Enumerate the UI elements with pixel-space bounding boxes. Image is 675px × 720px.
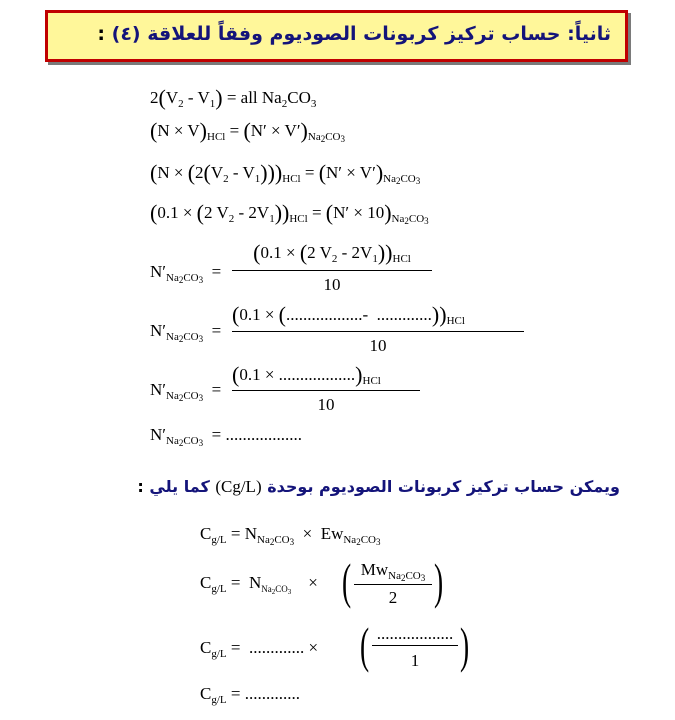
cgl-row-1: $C_{g/L} = N_{Na2CO3} \times Ew_{Na2CO3}$ [200,524,381,547]
cgl-row-3-bar [372,645,458,646]
equation-line-8: $N'_{Na2CO3}$ = .................. [150,425,302,448]
fraction-2-numerator: (0.1 × (..................- $.............))_{HCl}$ [232,302,465,327]
fraction-2-bar [232,331,524,332]
banner-title-text: ثانياً: حساب تركيز كربونات الصوديوم وفقاً للعلاقة [147,23,611,45]
fraction-3-numerator: $(0.1 \times ..................)_{HCl}$ [232,362,381,387]
cgl-heading [137,477,620,497]
fraction-2-lhs: $N'_{Na2CO3}$ = [150,321,222,344]
cgl-heading-after: كما يلي [149,477,210,496]
fraction-3-bar [232,390,420,391]
cgl-row-2-denominator: 2 [388,588,398,607]
banner-colon: : [97,23,105,45]
cgl-row-2-numerator: $Mw_{Na2CO3}$ [360,560,426,583]
fraction-1-denominator: 10 [323,275,341,294]
banner-title [97,23,611,45]
cgl-row-3-numerator: .................. [376,624,454,643]
fraction-1-bar [232,270,432,271]
cgl-row-2-lhs: $C_{g/L} = N_{Na_2CO_3}$ × [200,573,318,596]
cgl-row-2-left-paren: ( [342,553,352,609]
equation-line-4: (0.1 × (2 $V_2 - 2V_1))_{HCl} = (N' \times 10)_{Na2CO3}$ [150,200,429,226]
fraction-3-lhs: $N'_{Na2CO3}$ = [150,380,222,403]
cgl-heading-colon: : [137,477,144,496]
cgl-row-3-left-paren: ( [360,617,370,673]
cgl-row-4-rhs: = ............. [230,684,300,703]
section-banner [45,10,628,62]
equation-line-1: $2(V_2 - V_1)$ = all $Na_2CO_3$ [150,85,317,110]
cgl-heading-before: ويمكن حساب تركيز كربونات الصوديوم بوحدة [267,477,620,496]
cgl-row-2-right-paren: ) [434,553,444,609]
equation-line-2: $(N \times V)_{HCl} = (N' \times V')_{Na2CO3}$ [150,118,345,144]
cgl-heading-unit: (Cg/L) [215,477,262,496]
fraction-3-denominator: 10 [317,395,335,414]
cgl-row-3-dots: ............. × [248,638,319,657]
fraction-1-lhs: $N'_{Na2CO3}$ = [150,262,222,285]
equation-line-8-rhs: = .................. [211,425,302,444]
fraction-1-numerator: (0.1 × (2 $V_2 - 2V_1))_{HCl}$ [253,240,411,265]
banner-number: (٤) [111,23,141,45]
fraction-2-denominator: 10 [369,336,387,355]
cgl-row-3-right-paren: ) [460,617,470,673]
cgl-row-2-bar [354,584,432,585]
cgl-row-4: $C_{g/L}$ = ............. [200,684,300,706]
cgl-row-3-lhs: $C_{g/L}$ = ............. × [200,638,319,660]
cgl-row-3-denominator: 1 [410,651,420,670]
equation-line-3: $(N \times (2(V_2 - V_1)))_{HCl} = (N' \times V')_{Na2CO3}$ [150,160,421,186]
